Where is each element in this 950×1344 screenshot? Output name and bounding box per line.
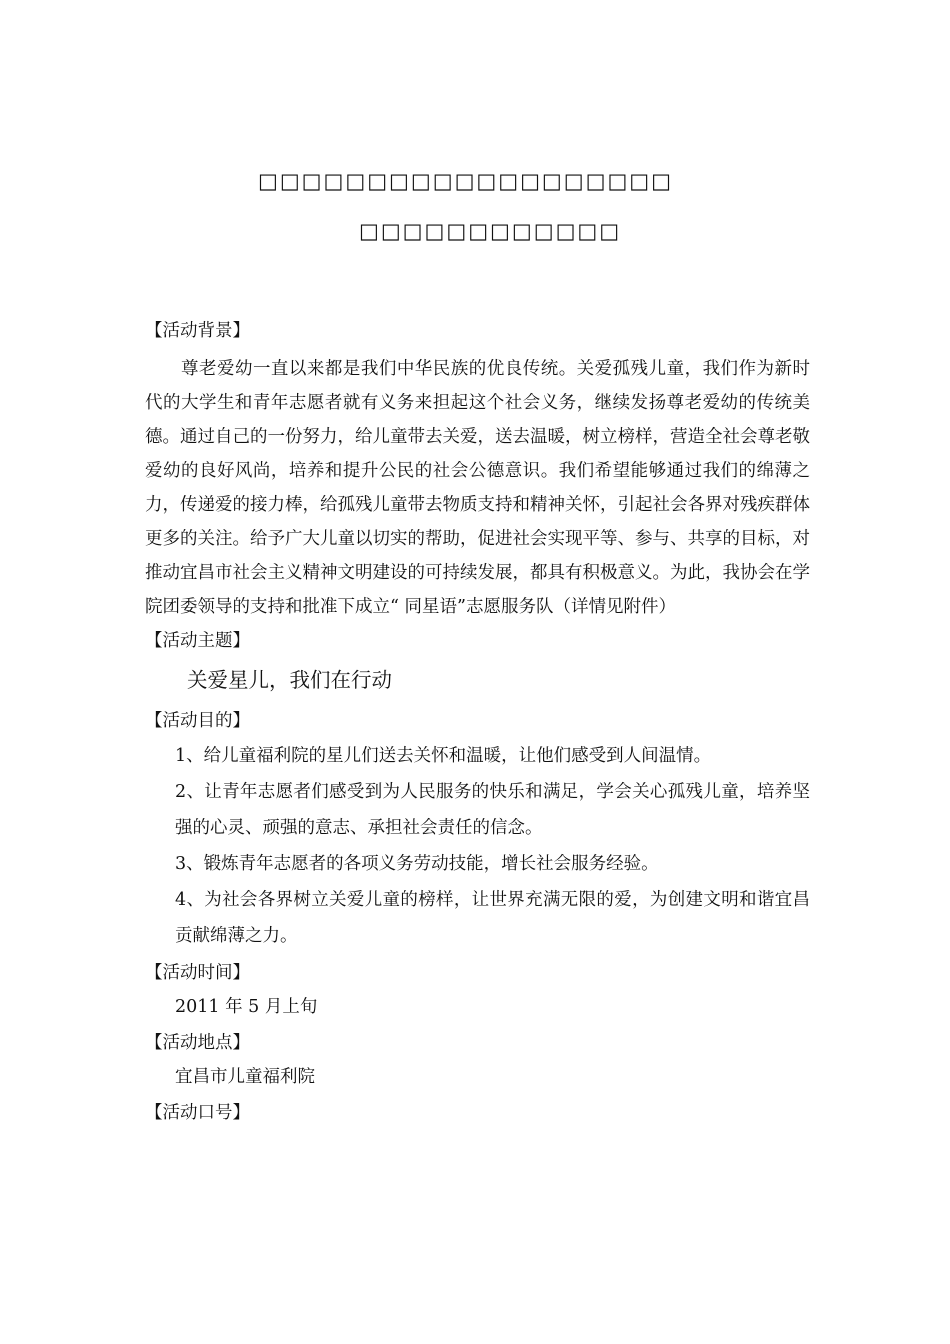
purpose-item-3: 3、锻炼青年志愿者的各项义务劳动技能，增长社会服务经验。 bbox=[175, 854, 659, 874]
section-heading-slogan: 【活动口号】 bbox=[145, 1103, 250, 1123]
time-text: 2011 年 5 月上旬 bbox=[175, 997, 318, 1017]
purpose-item-1: 1、给儿童福利院的星儿们送去关怀和温暖，让他们感受到人间温情。 bbox=[175, 746, 712, 766]
purpose-list bbox=[145, 738, 810, 954]
purpose-item-4: 4、为社会各界树立关爱儿童的榜样，让世界充满无限的爱，为创建文明和谐宜昌贡献绵薄之力。 bbox=[175, 890, 810, 946]
document-body bbox=[145, 318, 810, 1126]
purpose-item-2: 2、让青年志愿者们感受到为人民服务的快乐和满足，学会关心孤残儿童，培养坚强的心灵、顽强的意志、承担社会责任的信念。 bbox=[175, 782, 810, 838]
theme-text: 关爱星儿，我们在行动 bbox=[187, 668, 392, 692]
location-text: 宜昌市儿童福利院 bbox=[175, 1067, 315, 1087]
section-heading-theme: 【活动主题】 bbox=[145, 631, 250, 651]
section-heading-location: 【活动地点】 bbox=[145, 1033, 250, 1053]
document-title-line-2: □□□□□□□□□□□□ bbox=[359, 219, 622, 243]
background-paragraph: 尊老爱幼一直以来都是我们中华民族的优良传统。关爱孤残儿童，我们作为新时代的大学生和青年志愿者就有义务来担起这个社会义务，继续发扬尊老爱幼的传统美德。通过自己的一份努力，给儿童带去关爱，送去温暖，树立榜样，营造全社会尊老敬爱幼的良好风尚，培养和提升公民的社会公德意识。我们希望能够通过我们的绵薄之力，传递爱的接力棒，给孤残儿童带去物质支持和精神关怀，引起社会各界对残疾群体更多的关注。给予广大儿童以切实的帮助，促进社会实现平等、参与、共享的目标，对推动宜昌市社会主义精神文明建设的可持续发展，都具有积极意义。为此，我协会在学院团委领导的支持和批准下成立“ 同星语”志愿服务队（详情见附件） bbox=[145, 359, 810, 617]
section-heading-background: 【活动背景】 bbox=[145, 321, 250, 341]
section-heading-purpose: 【活动目的】 bbox=[145, 711, 250, 731]
document-title-line-1: □□□□□□□□□□□□□□□□□□□ bbox=[258, 169, 673, 193]
section-heading-time: 【活动时间】 bbox=[145, 963, 250, 983]
